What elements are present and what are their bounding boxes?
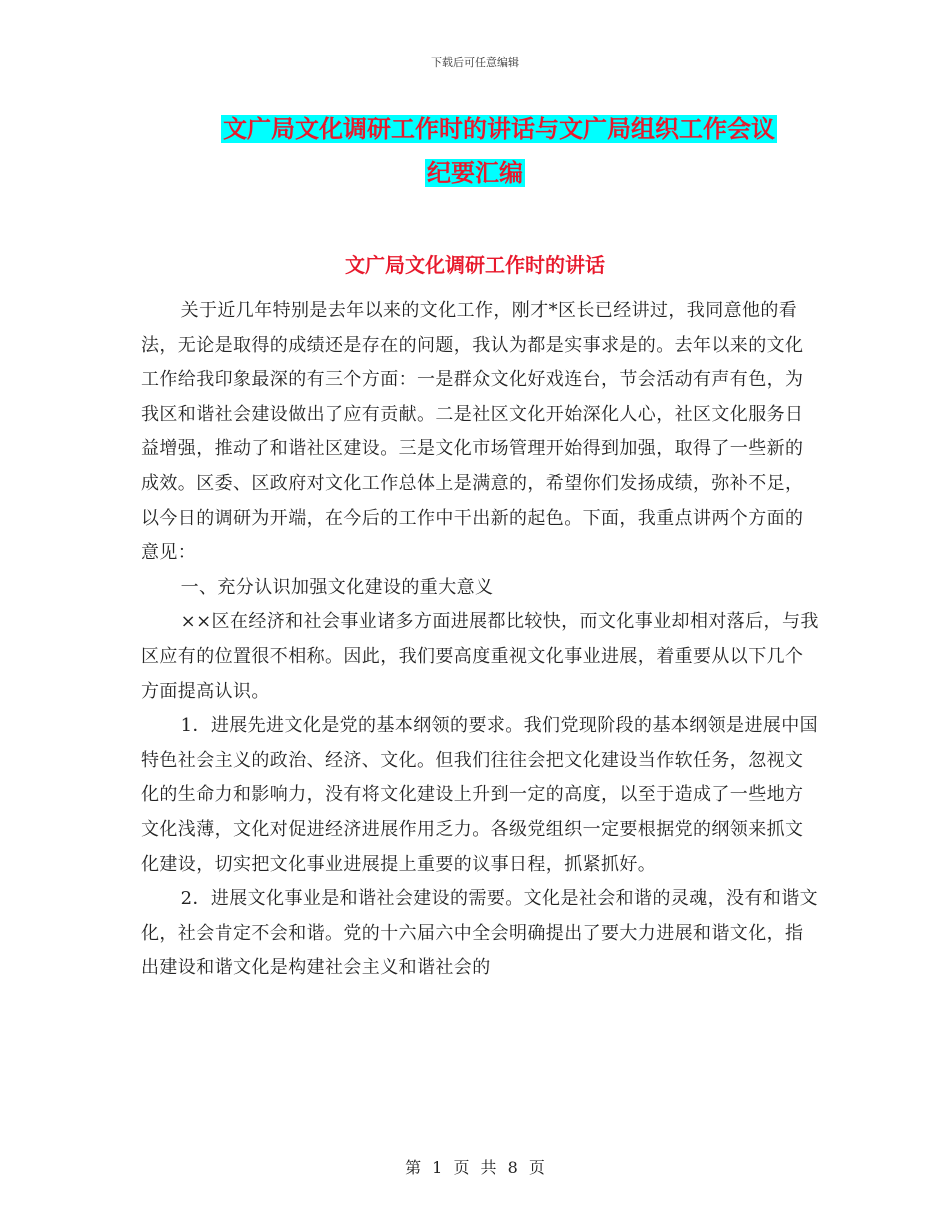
document-title-line-2-text: 纪要汇编 <box>427 159 523 187</box>
paragraph: 关于近几年特别是去年以来的文化工作，刚才*区长已经讲过，我同意他的看法，无论是取得的成绩还是存在的问题，我认为都是实事求是的。去年以来的文化工作给我印象最深的有三个方面：一是群众文化好戏连台，节会活动有声有色，为我区和谐社会建设做出了应有贡献。二是社区文化开始深化人心，社区文化服务日益增强，推动了和谐社区建设。三是文化市场管理开始得到加强，取得了一些新的成效。区委、区政府对文化工作总体上是满意的，希望你们发扬成绩，弥补不足，以今日的调研为开端，在今后的工作中干出新的起色。下面，我重点讲两个方面的意见： <box>141 300 804 564</box>
paragraph: ××区在经济和社会事业诸多方面进展都比较快，而文化事业却相对落后，与我区应有的位置很不相称。因此，我们要高度重视文化事业进展，着重要从以下几个方面提高认识。 <box>141 611 819 702</box>
section-title: 文广局文化调研工作时的讲话 <box>345 253 605 277</box>
paragraph: 一、充分认识加强文化建设的重大意义 <box>180 576 494 598</box>
document-body <box>141 294 821 986</box>
document-title-line-1-text: 文广局文化调研工作时的讲话与文广局组织工作会议 <box>223 115 775 143</box>
page-number-footer: 第 1 页 共 8 页 <box>405 1158 545 1177</box>
paragraph: 2．进展文化事业是和谐社会建设的需要。文化是社会和谐的灵魂，没有和谐文化，社会肯定不会和谐。党的十六届六中全会明确提出了要大力进展和谐文化，指出建设和谐文化是构建社会主义和谐社会的 <box>141 888 819 979</box>
paragraph: 1．进展先进文化是党的基本纲领的要求。我们党现阶段的基本纲领是进展中国特色社会主义的政治、经济、文化。但我们往往会把文化建设当作软任务，忽视文化的生命力和影响力，没有将文化建设上升到一定的高度，以至于造成了一些地方文化浅薄，文化对促进经济进展作用乏力。各级党组织一定要根据党的纲领来抓文化建设，切实把文化事业进展提上重要的议事日程，抓紧抓好。 <box>141 715 819 875</box>
document-title-line-1 <box>24 115 950 144</box>
header-note: 下载后可任意编辑 <box>431 56 519 69</box>
document-title-line-2 <box>0 159 950 188</box>
